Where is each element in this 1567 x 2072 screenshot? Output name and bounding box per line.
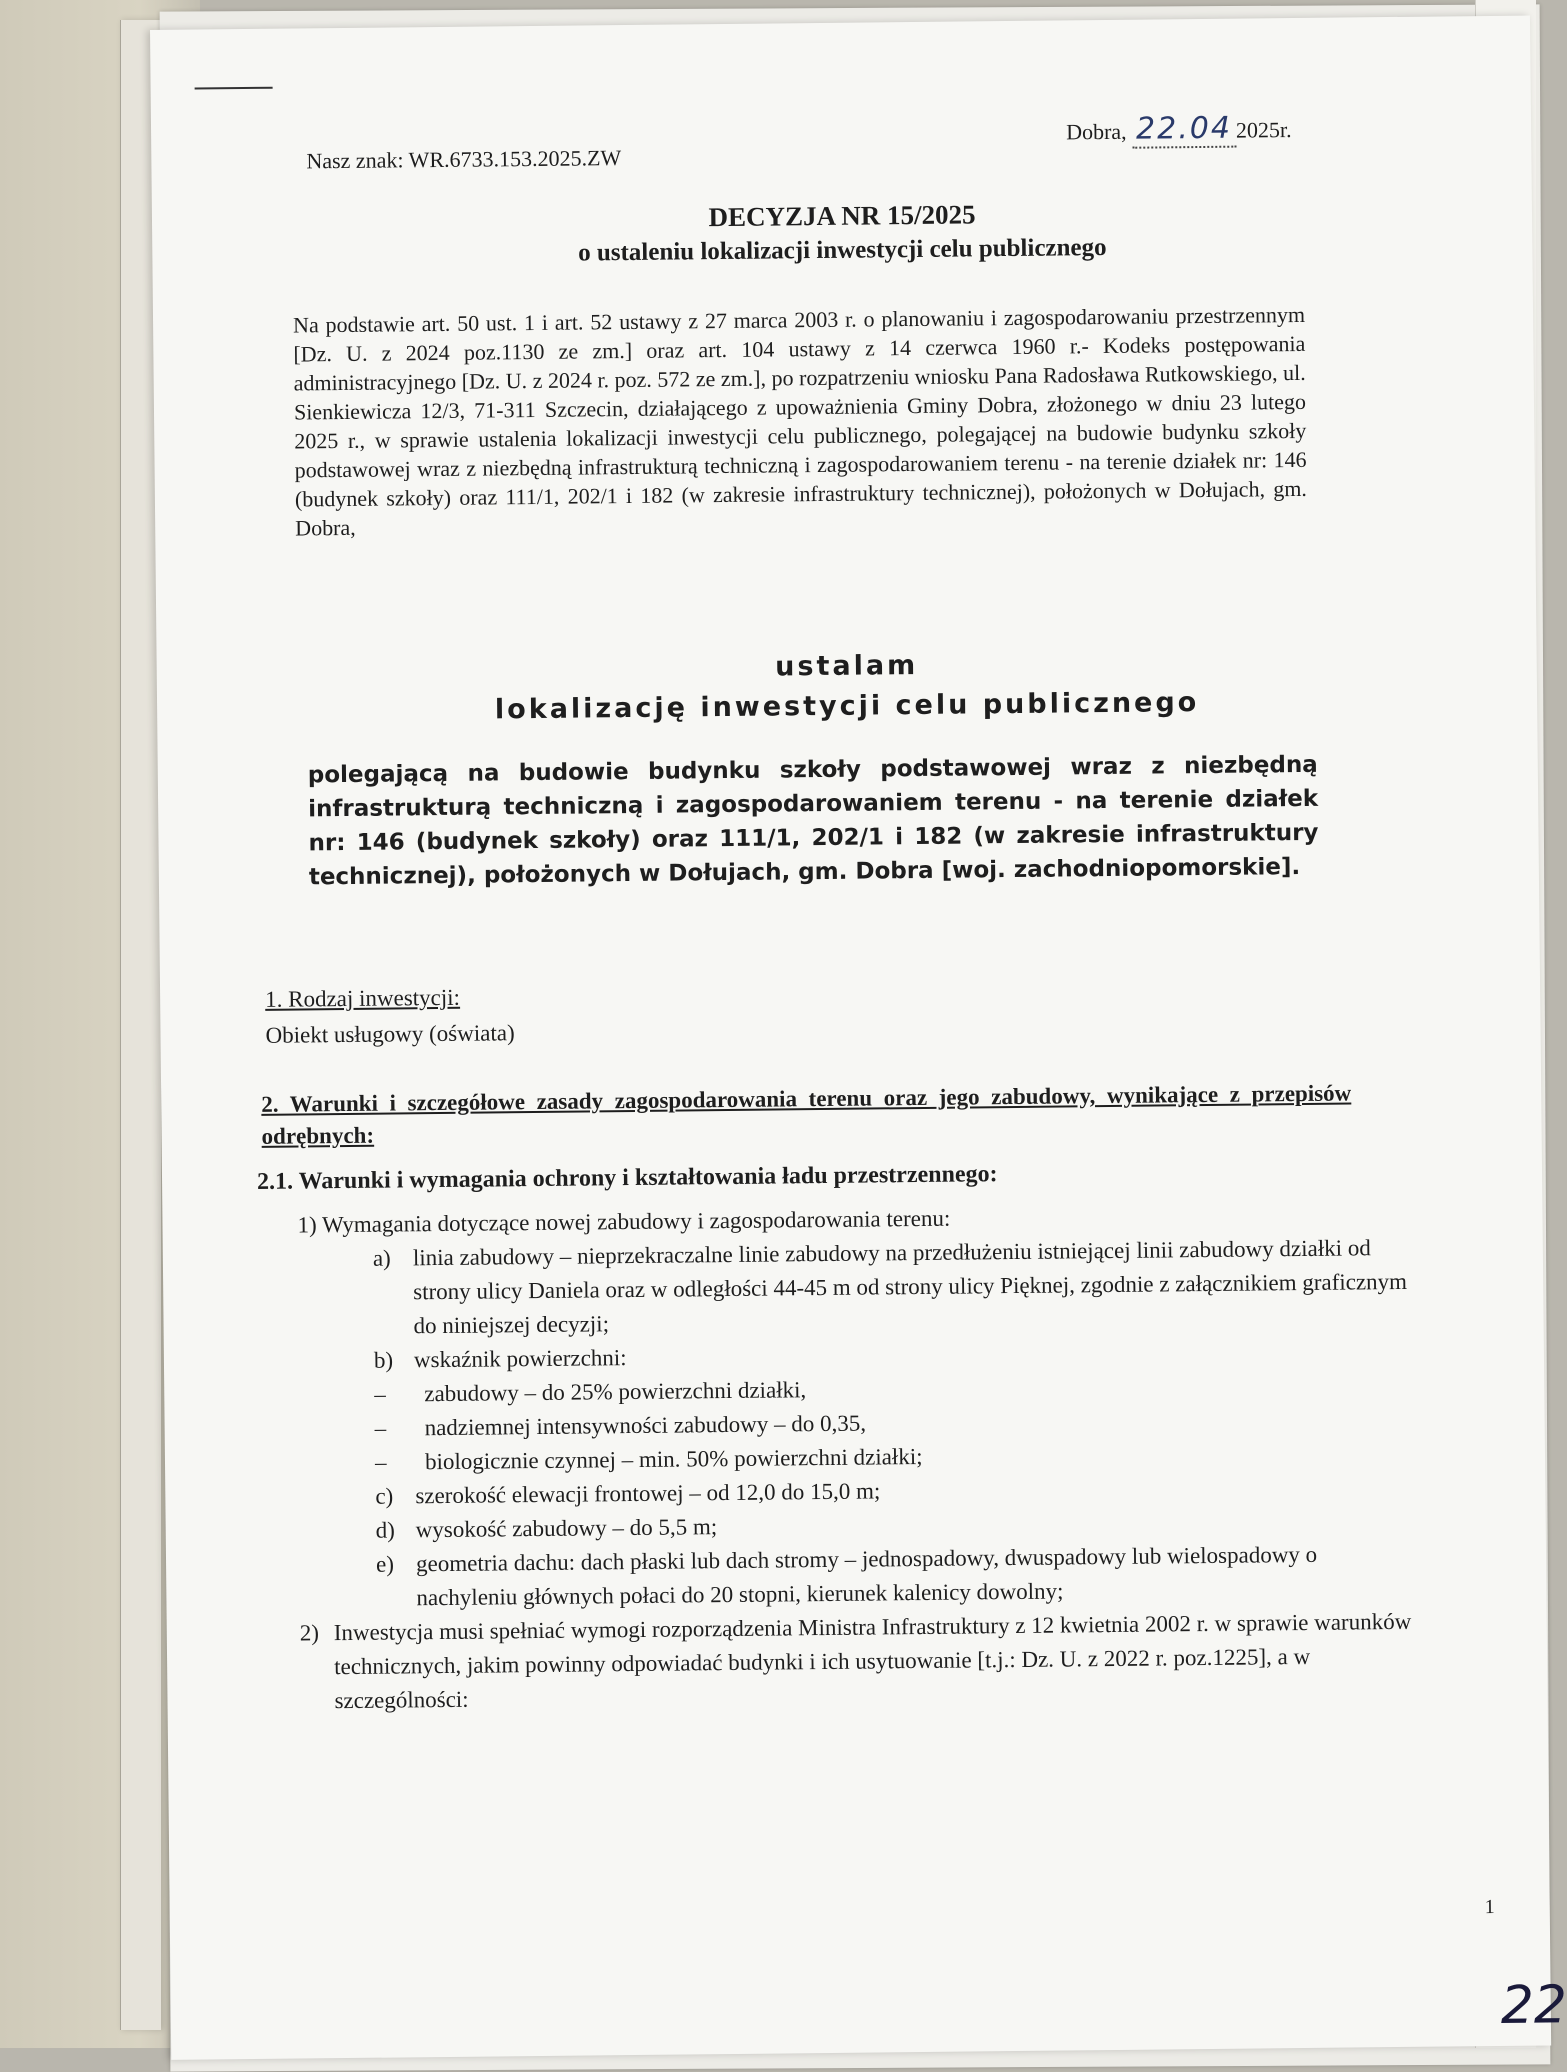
- list-item: [262, 1605, 1413, 1719]
- section1-heading: 1. Rodzaj inwestycji:: [265, 984, 461, 1012]
- decision-verb: ustalam: [775, 649, 919, 683]
- dash-marker: –: [374, 1381, 386, 1407]
- item-marker: e): [375, 1551, 395, 1577]
- item-text: biologicznie czynnej – min. 50% powierzchni działki;: [424, 1443, 923, 1475]
- section2-1-heading: 2.1. Warunki i wymagania ochrony i kształtowania ładu przestrzennego:: [256, 1161, 998, 1195]
- investment-scope: polegającą na budowie budynku szkoły podstawowej wraz z niezbędną infrastrukturą techniczną i zagospodarowaniem terenu - na terenie działek nr: 146 (budynek szkoły) oraz 111/1, 202/1 i 182 (w zakresie infrastruktury technicznej), położonych w Dołujach, gm. Dobra [woj. zachodniopomorskie].: [307, 751, 1319, 891]
- decision-title: DECYZJA NR 15/2025: [708, 199, 976, 233]
- item-text: wskaźnik powierzchni:: [413, 1345, 627, 1373]
- page-number: 1: [1484, 1896, 1495, 1919]
- date-suffix: 2025r.: [1235, 117, 1292, 143]
- reference-number: Nasz znak: WR.6733.153.2025.ZW: [306, 145, 622, 174]
- margin-dash: [195, 87, 273, 90]
- item-marker: b): [373, 1347, 394, 1373]
- item-text: szerokość elewacji frontowej – od 12,0 do 15,0 m;: [415, 1478, 881, 1509]
- dash-marker: –: [374, 1415, 387, 1441]
- section1-text: Obiekt usługowy (oświata): [265, 1020, 515, 1048]
- handwritten-number: 22: [1500, 1975, 1567, 2036]
- date-handwritten: 22.04: [1132, 111, 1236, 149]
- item-marker: c): [375, 1483, 394, 1509]
- legal-basis-paragraph: Na podstawie art. 50 ust. 1 i art. 52 ustawy z 27 marca 2003 r. o planowaniu i zagospodarowaniu przestrzennym [Dz. U. z 2024 poz.1130 ze zm.] oraz art. 104 ustawy z 14 czerwca 1960 r.- Kodeks postępowania administracyjnego [Dz. U. z 2024 r. poz. 572 ze zm.], po rozpatrzeniu wniosku Pana Radosława Rutkowskiego, ul. Sienkiewicza 12/3, 71-311 Szczecin, działającego z upoważnienia Gminy Dobra, złożonego w dniu 23 lutego 2025 r., w sprawie ustalenia lokalizacji inwestycji celu publicznego, polegającej na budowie budynku szkoły podstawowej wraz z niezbędną infrastrukturą techniczną i zagospodarowaniem terenu - na terenie działek nr: 146 (budynek szkoły) oraz 111/1, 202/1 i 182 (w zakresie infrastruktury technicznej), położonych w Dołujach, gm. Dobra,: [292, 301, 1307, 541]
- item-text: geometria dachu: dach płaski lub dach stromy – jednospadowy, dwuspadowy lub wielospadowy o nachyleniu głównych połaci do 20 stopni, kierunek kalenicy dowolny;: [415, 1541, 1318, 1611]
- item-marker: 2): [299, 1620, 320, 1646]
- item-text: wysokość zabudowy – do 5,5 m;: [415, 1514, 718, 1543]
- document-page: [150, 16, 1567, 2060]
- decision-object: lokalizację inwestycji celu publicznego: [494, 687, 1200, 726]
- item-text: zabudowy – do 25% powierzchni działki,: [424, 1377, 807, 1407]
- decision-subtitle: o ustaleniu lokalizacji inwestycji celu publicznego: [577, 233, 1107, 267]
- list-item: [301, 1537, 1412, 1617]
- list-item: 1) Wymagania dotyczące nowej zabudowy i zagospodarowania terenu:: [297, 1205, 951, 1238]
- date-prefix: Dobra,: [1065, 118, 1127, 145]
- issue-date: [1066, 110, 1292, 147]
- conditions-list: [257, 1197, 1412, 1719]
- item-marker: a): [372, 1245, 391, 1271]
- item-text: linia zabudowy – nieprzekraczalne linie zabudowy na przedłużeniu istniejącej linii zabudowy działki od strony ulicy Daniela oraz w odległości 44-45 m od strony ulicy Pięknej, zgodnie z załącznikiem graficznym do niniejszej decyzji;: [412, 1235, 1408, 1339]
- dash-marker: –: [374, 1449, 387, 1475]
- item-text: Inwestycja musi spełniać wymogi rozporządzenia Ministra Infrastruktury z 12 kwietnia 2002 r. w sprawie warunków technicznych, jakim powinny odpowiadać budynki i ich usytuowanie [t.j.: Dz. U. z 2022 r. poz.1225], a w szczególności:: [333, 1608, 1412, 1714]
- section2-heading: 2. Warunki i szczegółowe zasady zagospodarowania terenu oraz jego zabudowy, wynikające z przepisów odrębnych:: [261, 1080, 1352, 1149]
- item-text: nadziemnej intensywności zabudowy – do 0,35,: [424, 1410, 867, 1441]
- item-marker: d): [375, 1517, 396, 1543]
- list-item: [298, 1231, 1409, 1345]
